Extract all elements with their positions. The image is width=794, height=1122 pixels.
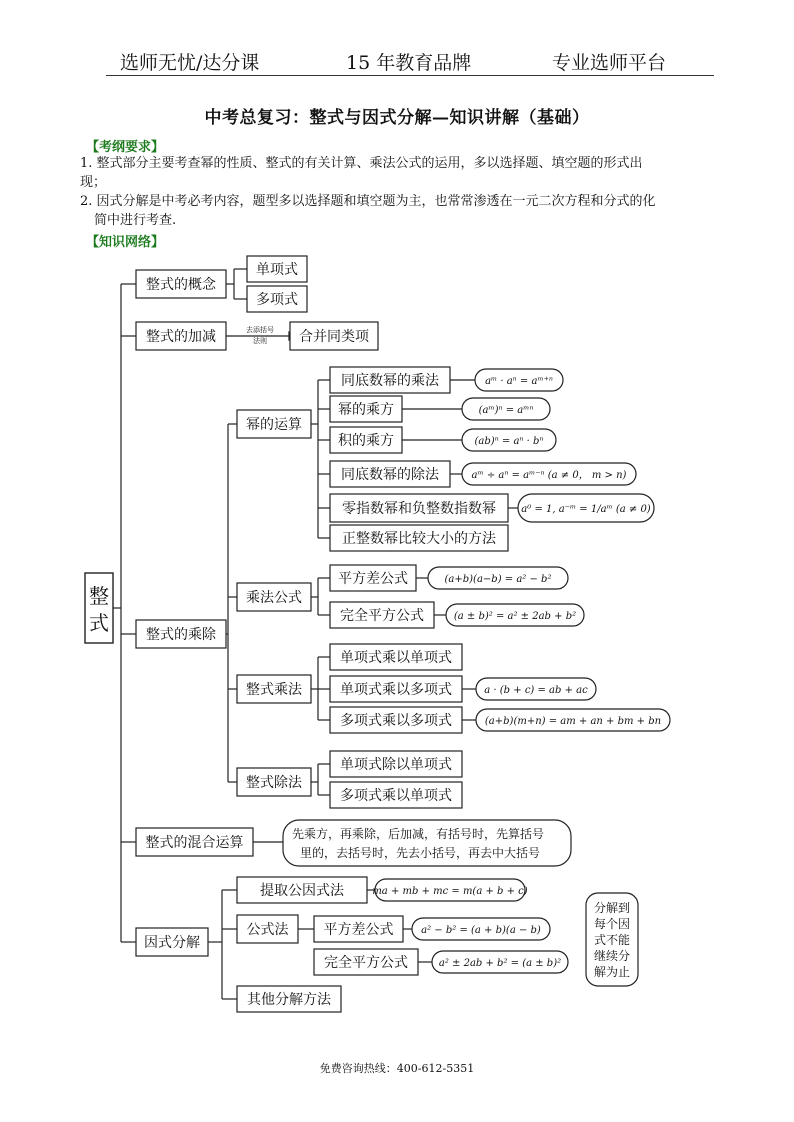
formula-text-f-common-factor: ma + mb + mc = m(a + b + c) bbox=[372, 886, 528, 897]
root-label-2: 式 bbox=[89, 611, 109, 635]
node-label-poly-x-poly: 多项式乘以多项式 bbox=[340, 713, 452, 729]
node-label-other-methods: 其他分解方法 bbox=[247, 992, 331, 1008]
formula-text-f-same-base-mul: aᵐ · aⁿ = aᵐ⁺ⁿ bbox=[485, 376, 553, 387]
formula-text-f-diff-squares: (a+b)(a−b) = a² − b² bbox=[444, 574, 552, 585]
node-label-compare-method: 正整数幂比较大小的方法 bbox=[342, 531, 496, 547]
node-label-poly-div: 整式除法 bbox=[246, 775, 302, 791]
node-label-mixed: 整式的混合运算 bbox=[145, 835, 244, 851]
root-label-1: 整 bbox=[89, 584, 109, 608]
node-label-factor: 因式分解 bbox=[144, 935, 200, 951]
kagang-item1-line1: 1. 整式部分主要考查幂的性质、整式的有关计算、乘法公式的运用，多以选择题、填空题的形式出 bbox=[80, 156, 643, 171]
node-label-monomial: 单项式 bbox=[256, 262, 298, 278]
kagang-item2-line2: 简中进行考查. bbox=[94, 213, 177, 228]
section-heading-zhishi: 【知识网络】 bbox=[86, 235, 165, 250]
node-label-same-base-mul: 同底数幂的乘法 bbox=[341, 373, 439, 389]
node-label-muldiv: 整式的乘除 bbox=[146, 627, 216, 643]
node-label-product-power: 积的乘方 bbox=[338, 433, 394, 449]
node-label-perfect-square: 完全平方公式 bbox=[340, 608, 424, 624]
page-title: 中考总复习：整式与因式分解—知识讲解（基础） bbox=[204, 108, 590, 128]
node-label-concept: 整式的概念 bbox=[146, 277, 216, 293]
node-label-poly-mult: 整式乘法 bbox=[246, 682, 302, 698]
node-label-mono-x-poly: 单项式乘以多项式 bbox=[340, 682, 452, 698]
factor-note-line: 每个因 bbox=[593, 917, 631, 931]
formula-text-f-fm-perfect-square: a² ± 2ab + b² = (a ± b)² bbox=[438, 958, 562, 969]
formula-text-f-same-base-div: aᵐ ÷ aⁿ = aᵐ⁻ⁿ (a ≠ 0， m > n) bbox=[471, 470, 627, 481]
formula-text-f-power-of-power: (aᵐ)ⁿ = aᵐⁿ bbox=[478, 405, 534, 416]
node-label-zero-neg-exp: 零指数幂和负整数指数幂 bbox=[342, 501, 496, 517]
mixed-note-line2: 里的，去括号时，先去小括号，再去中大括号 bbox=[300, 846, 541, 860]
mixed-note-line1: 先乘方，再乘除，后加减，有括号时，先算括号 bbox=[292, 827, 545, 841]
node-label-like-terms: 合并同类项 bbox=[299, 329, 369, 345]
factor-note-line: 分解到 bbox=[593, 901, 631, 915]
node-label-common-factor: 提取公因式法 bbox=[260, 883, 344, 899]
formula-text-f-poly-x-poly: (a+b)(m+n) = am + an + bm + bn bbox=[484, 716, 662, 727]
header-slogan: 15 年教育品牌 bbox=[346, 52, 472, 74]
addsub-note-line2: 法则 bbox=[253, 337, 267, 345]
node-label-same-base-div: 同底数幂的除法 bbox=[341, 467, 439, 483]
factor-note-line: 式不能 bbox=[593, 933, 631, 947]
node-label-mono-x-mono: 单项式乘以单项式 bbox=[340, 650, 452, 666]
factor-note-line: 解为止 bbox=[593, 965, 631, 979]
node-label-power-ops: 幂的运算 bbox=[246, 417, 302, 433]
formula-text-f-perfect-square: (a ± b)² = a² ± 2ab + b² bbox=[453, 611, 577, 622]
formula-text-f-zero-neg-exp: a⁰ = 1, a⁻ᵐ = 1/aᵐ (a ≠ 0) bbox=[521, 504, 651, 515]
factor-note-line: 继续分 bbox=[593, 949, 631, 963]
node-label-poly-x-mono: 多项式乘以单项式 bbox=[340, 788, 452, 804]
header-platform: 专业选师平台 bbox=[552, 52, 667, 74]
kagang-item1-line2: 现； bbox=[80, 175, 107, 190]
node-label-diff-squares: 平方差公式 bbox=[338, 571, 408, 587]
node-label-polynomial: 多项式 bbox=[256, 292, 298, 308]
formula-text-f-mono-x-poly: a · (b + c) = ab + ac bbox=[484, 685, 588, 696]
formula-text-f-product-power: (ab)ⁿ = aⁿ · bⁿ bbox=[474, 436, 544, 447]
node-label-mono-div-mono: 单项式除以单项式 bbox=[340, 757, 452, 773]
node-label-fm-diff-squares: 平方差公式 bbox=[323, 922, 394, 938]
formula-text-f-fm-diff-squares: a² − b² = (a + b)(a − b) bbox=[421, 925, 541, 936]
kagang-item2-line1: 2. 因式分解是中考必考内容，题型多以选择题和填空题为主，也常常渗透在一元二次方程和分式的化 bbox=[80, 194, 656, 209]
node-label-addsub: 整式的加减 bbox=[146, 329, 216, 345]
node-label-mult-formula: 乘法公式 bbox=[246, 590, 302, 606]
section-heading-kagang: 【考纲要求】 bbox=[86, 140, 165, 155]
header-brand: 选师无忧/达分课 bbox=[120, 52, 260, 74]
node-label-fm-perfect-square: 完全平方公式 bbox=[324, 955, 408, 971]
footer-hotline: 免费咨询热线：400-612-5351 bbox=[319, 1062, 475, 1075]
node-label-formula-method: 公式法 bbox=[246, 922, 289, 938]
node-label-power-of-power: 幂的乘方 bbox=[338, 402, 394, 418]
addsub-note-line1: 去添括号 bbox=[246, 326, 274, 334]
